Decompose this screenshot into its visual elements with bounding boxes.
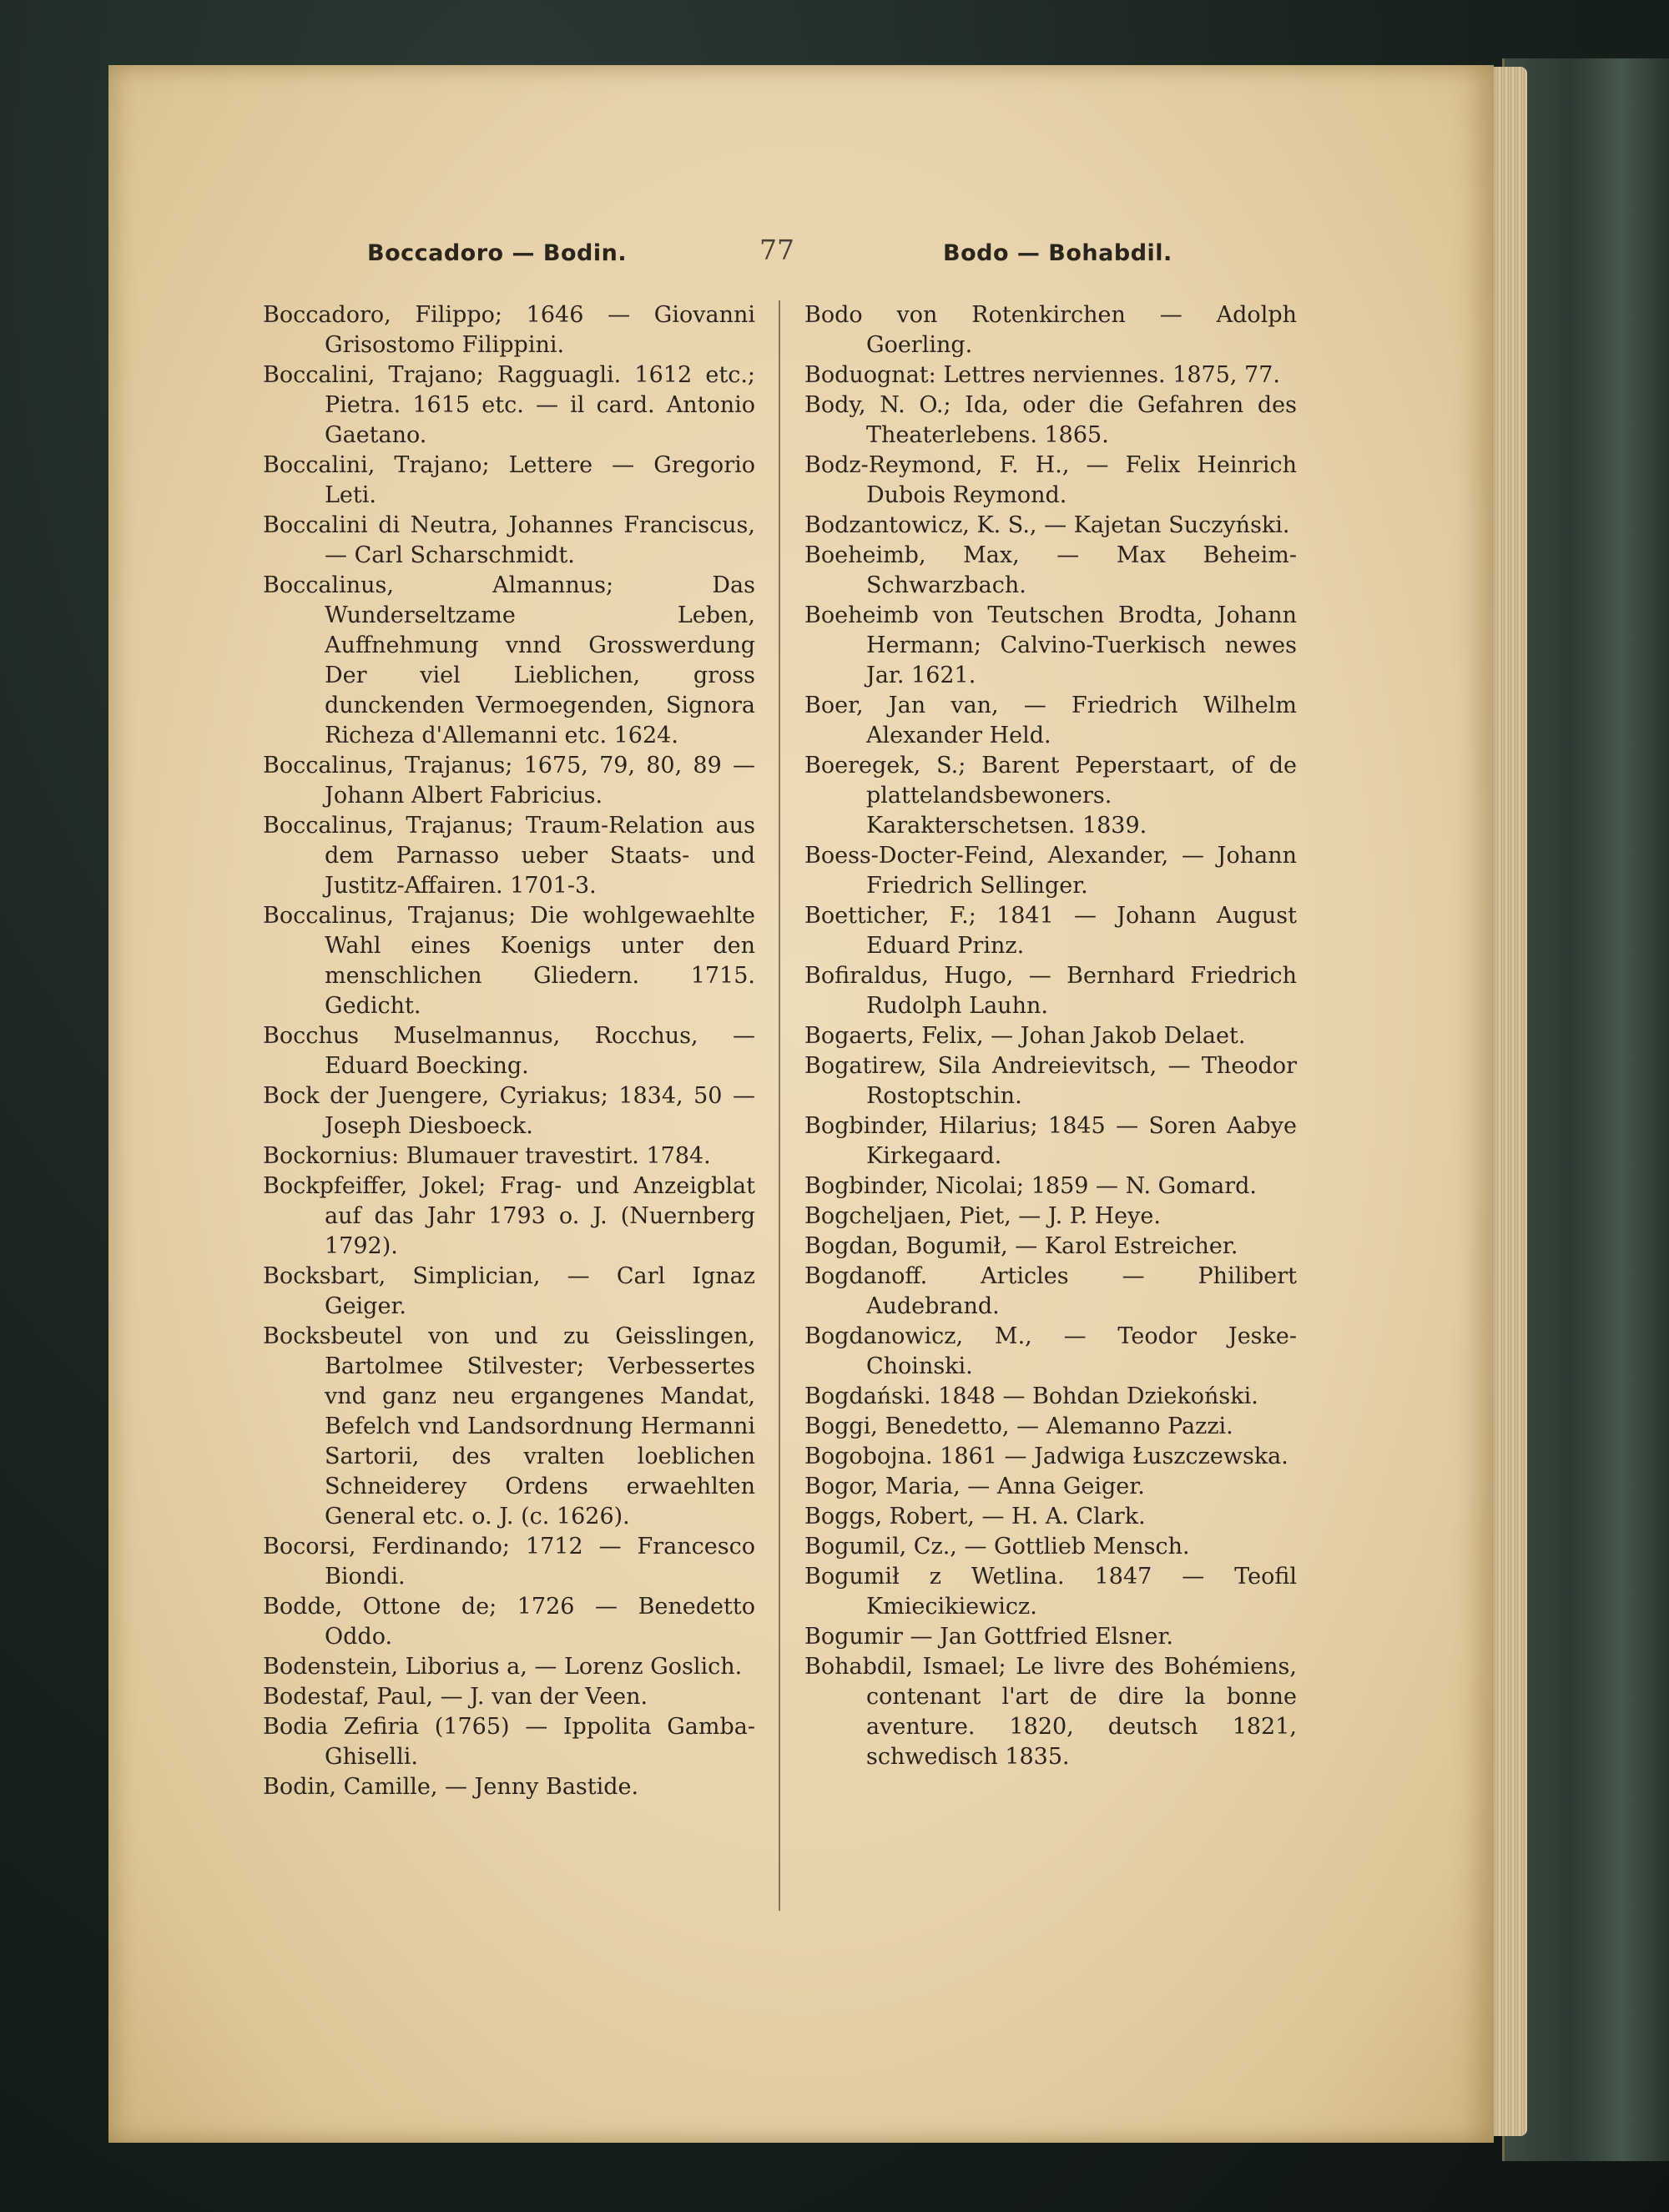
entry: Bockornius: Blumauer travestirt. 1784. xyxy=(263,1143,711,1169)
entry: Bogumir — Jan Gottfried Elsner. xyxy=(804,1624,1173,1650)
entry: Bogdan, Bogumił, — Karol Estreicher. xyxy=(804,1233,1238,1259)
entry: Bodia Zefiria (1765) — Ippolita Gamba-Ghiselli. xyxy=(263,1714,755,1770)
entry: Bogobojna. 1861 — Jadwiga Łuszczewska. xyxy=(804,1444,1288,1469)
header-left: Boccadoro — Bodin. xyxy=(367,240,628,266)
entry: Bogbinder, Nicolai; 1859 — N. Gomard. xyxy=(804,1173,1257,1199)
entry: Boduognat: Lettres nerviennes. 1875, 77. xyxy=(804,362,1280,388)
entry: Bocksbart, Simplician, — Carl Ignaz Geiger. xyxy=(263,1263,755,1319)
entry: Boggs, Robert, — H. A. Clark. xyxy=(804,1504,1146,1529)
book-binding xyxy=(1502,58,1669,2161)
entry: Bodestaf, Paul, — J. van der Veen. xyxy=(263,1684,648,1710)
entry: Bocksbeutel von und zu Geisslingen, Bartolmee Stilvester; Verbessertes vnd ganz neu ergangenes Mandat, Befelch vnd Landsordnung Hermanni Sartorii, des vralten loeblichen Schneiderey Ordens erwaehlten General etc. o. J. (c. 1626). xyxy=(263,1323,755,1529)
entry: Bogbinder, Hilarius; 1845 — Soren Aabye Kirkegaard. xyxy=(804,1113,1297,1169)
right-column xyxy=(804,300,1297,1772)
entry: Boccalini, Trajano; Lettere — Gregorio Leti. xyxy=(263,452,755,508)
entry: Bogcheljaen, Piet, — J. P. Heye. xyxy=(804,1203,1161,1229)
entry: Bogdanoff. Articles — Philibert Audebrand. xyxy=(804,1263,1297,1319)
entry: Boer, Jan van, — Friedrich Wilhelm Alexander Held. xyxy=(804,693,1297,748)
entry: Bodin, Camille, — Jenny Bastide. xyxy=(263,1774,639,1800)
entry: Bogatirew, Sila Andreievitsch, — Theodor Rostoptschin. xyxy=(804,1053,1297,1109)
entry: Bocchus Muselmannus, Rocchus, — Eduard Boecking. xyxy=(263,1023,755,1079)
entry: Boess-Docter-Feind, Alexander, — Johann Friedrich Sellinger. xyxy=(804,843,1297,899)
entry: Bodzantowicz, K. S., — Kajetan Suczyński. xyxy=(804,512,1290,538)
entry: Boccalinus, Trajanus; Die wohlgewaehlte Wahl eines Koenigs unter den menschlichen Gliedern. 1715. Gedicht. xyxy=(263,903,755,1019)
entry: Bogumil, Cz., — Gottlieb Mensch. xyxy=(804,1534,1190,1559)
entry: Boeheimb von Teutschen Brodta, Johann Hermann; Calvino-Tuerkisch newes Jar. 1621. xyxy=(804,602,1297,688)
book-page xyxy=(108,65,1494,2143)
running-head xyxy=(108,234,1494,290)
entry: Bohabdil, Ismael; Le livre des Bohémiens, contenant l'art de dire la bonne aventure. 1820, deutsch 1821, schwedisch 1835. xyxy=(804,1654,1297,1770)
entry: Boccalini, Trajano; Ragguagli. 1612 etc.; Pietra. 1615 etc. — il card. Antonio Gaetano. xyxy=(263,362,755,448)
entry: Boeregek, S.; Barent Peperstaart, of de plattelandsbewoners. Karakterschetsen. 1839. xyxy=(804,753,1297,839)
entry: Bodz-Reymond, F. H., — Felix Heinrich Dubois Reymond. xyxy=(804,452,1297,508)
entry: Bodenstein, Liborius a, — Lorenz Goslich. xyxy=(263,1654,743,1680)
entry: Boetticher, F.; 1841 — Johann August Eduard Prinz. xyxy=(804,903,1297,959)
entry: Bofiraldus, Hugo, — Bernhard Friedrich Rudolph Lauhn. xyxy=(804,963,1297,1019)
page-number: 77 xyxy=(759,234,794,266)
column-divider xyxy=(779,300,780,1911)
left-column xyxy=(263,300,755,1802)
entry: Bodde, Ottone de; 1726 — Benedetto Oddo. xyxy=(263,1594,755,1650)
entry: Boccalini di Neutra, Johannes Franciscus, — Carl Scharschmidt. xyxy=(263,512,755,568)
entry: Body, N. O.; Ida, oder die Gefahren des Theaterlebens. 1865. xyxy=(804,392,1297,448)
entry: Bogor, Maria, — Anna Geiger. xyxy=(804,1474,1145,1499)
entry: Bockpfeiffer, Jokel; Frag- und Anzeigblat auf das Jahr 1793 o. J. (Nuernberg 1792). xyxy=(263,1173,755,1259)
entry: Bogaerts, Felix, — Johan Jakob Delaet. xyxy=(804,1023,1246,1049)
entry: Bocorsi, Ferdinando; 1712 — Francesco Biondi. xyxy=(263,1534,755,1590)
entry: Bogdański. 1848 — Bohdan Dziekoński. xyxy=(804,1383,1258,1409)
entry: Boccalinus, Trajanus; Traum-Relation aus dem Parnasso ueber Staats- und Justitz-Affairen. 1701-3. xyxy=(263,813,755,899)
entry: Boccalinus, Trajanus; 1675, 79, 80, 89 — Johann Albert Fabricius. xyxy=(263,753,755,809)
header-right: Bodo — Bohabdil. xyxy=(943,240,1172,266)
entry: Boccalinus, Almannus; Das Wunderseltzame Leben, Auffnehmung vnnd Grosswerdung Der viel Lieblichen, gross dunckenden Vermoegenden, Signora Richeza d'Allemanni etc. 1624. xyxy=(263,572,755,748)
entry: Bogumił z Wetlina. 1847 — Teofil Kmiecikiewicz. xyxy=(804,1564,1297,1620)
entry: Boggi, Benedetto, — Alemanno Pazzi. xyxy=(804,1413,1233,1439)
entry: Bock der Juengere, Cyriakus; 1834, 50 — Joseph Diesboeck. xyxy=(263,1083,755,1139)
entry: Boccadoro, Filippo; 1646 — Giovanni Grisostomo Filippini. xyxy=(263,302,755,358)
entry: Bodo von Rotenkirchen — Adolph Goerling. xyxy=(804,302,1297,358)
entry: Boeheimb, Max, — Max Beheim-Schwarzbach. xyxy=(804,542,1297,598)
entry: Bogdanowicz, M., — Teodor Jeske-Choinski. xyxy=(804,1323,1297,1379)
